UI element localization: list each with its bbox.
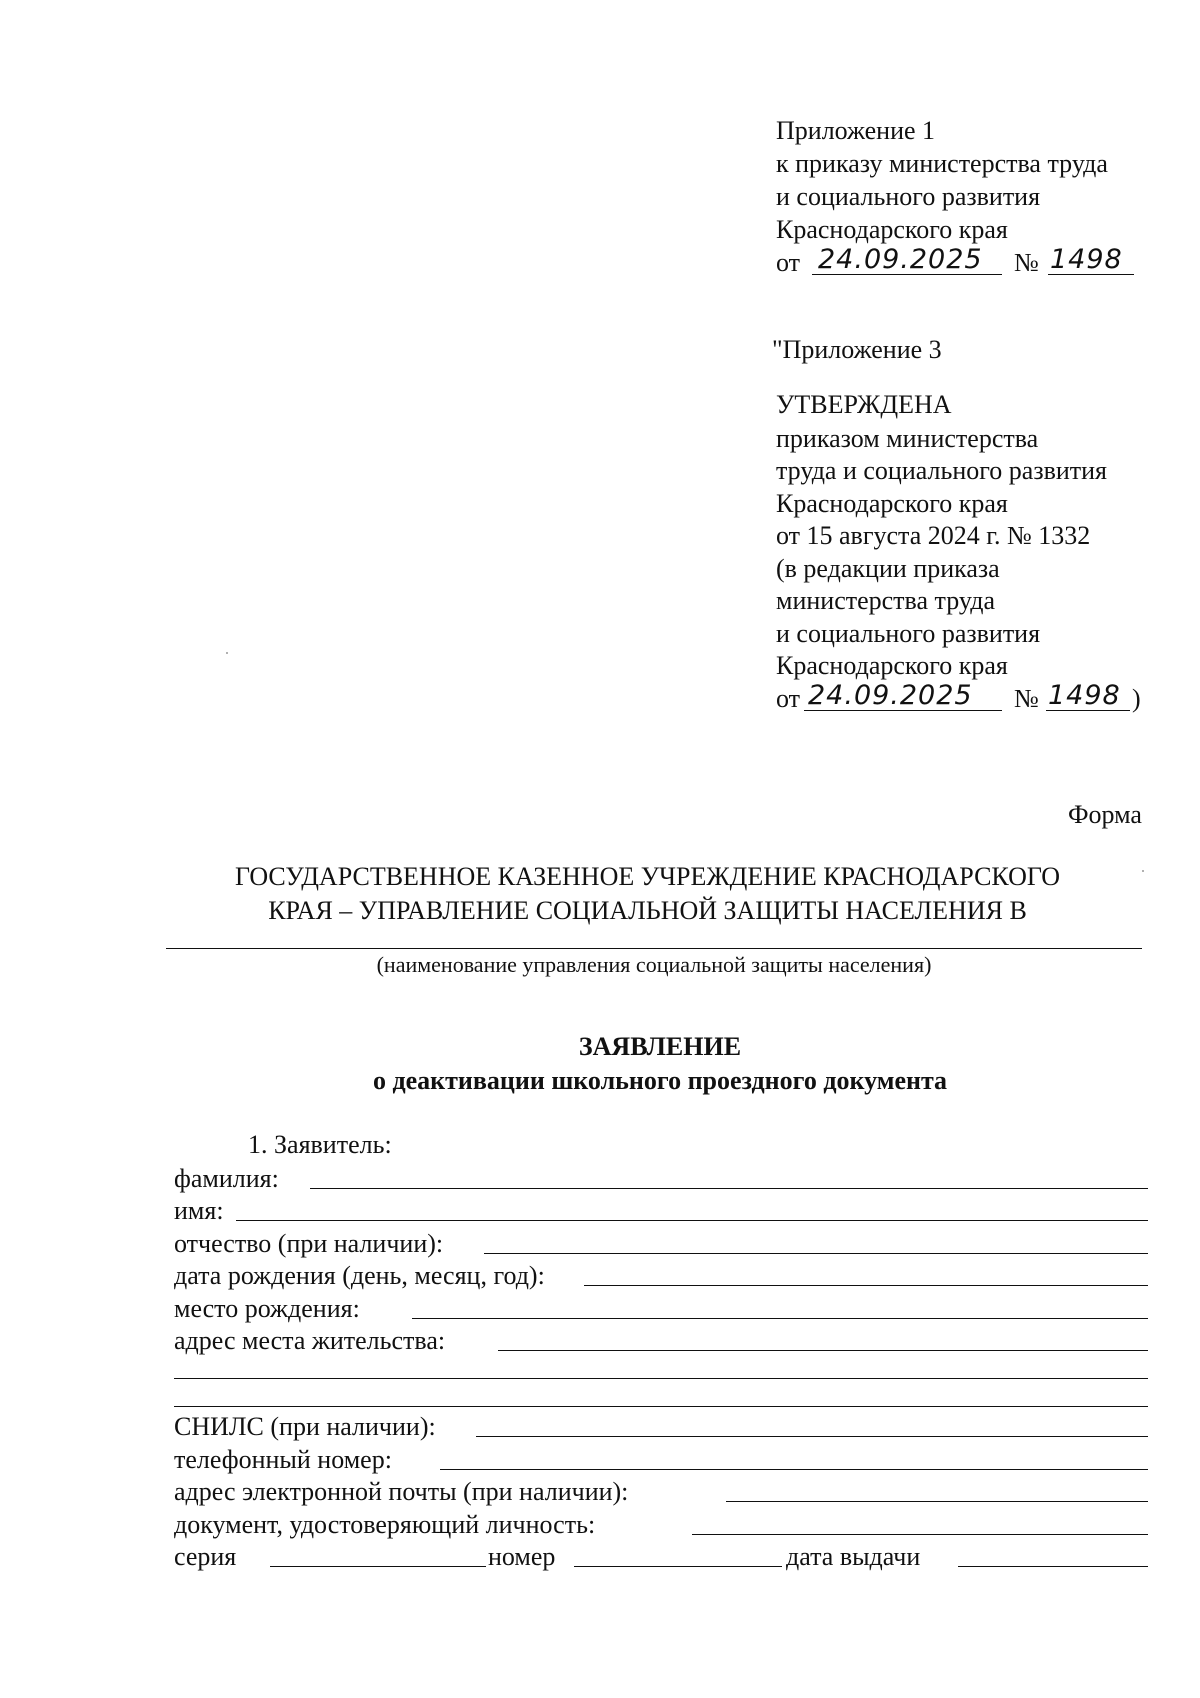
appendix-1-no-label: №: [1014, 248, 1039, 277]
birth-place-label: место рождения:: [174, 1294, 360, 1323]
snils-field-line[interactable]: [476, 1436, 1148, 1437]
appendix-3-line: министерства труда: [776, 586, 995, 615]
name-label: имя:: [174, 1196, 224, 1225]
surname-field-line[interactable]: [310, 1188, 1148, 1189]
appendix-1-date-field: [812, 244, 1002, 275]
appendix-3-close-paren: ): [1132, 684, 1141, 713]
name-field-line[interactable]: [236, 1220, 1148, 1221]
appendix-3-line: приказом министерства: [776, 424, 1039, 453]
series-field-line[interactable]: [270, 1566, 486, 1567]
birth-place-field-line[interactable]: [412, 1318, 1148, 1319]
birth-date-field-line[interactable]: [584, 1285, 1148, 1286]
statement-subtitle: о деактивации школьного проездного документа: [372, 1066, 948, 1095]
approved-label: УТВЕРЖДЕНА: [776, 390, 952, 419]
appendix-3-date-field: [804, 680, 1002, 711]
email-field-line[interactable]: [726, 1501, 1148, 1502]
birth-date-label: дата рождения (день, месяц, год):: [174, 1261, 545, 1290]
institution-line-2: КРАЯ – УПРАВЛЕНИЕ СОЦИАЛЬНОЙ ЗАЩИТЫ НАСЕЛЕНИЯ В: [268, 896, 1027, 925]
appendix-3-line: (в редакции приказа: [776, 554, 1000, 583]
statement-title: ЗАЯВЛЕНИЕ: [578, 1032, 742, 1061]
applicant-section-title: 1. Заявитель:: [248, 1130, 392, 1159]
appendix-3-line: от 15 августа 2024 г. № 1332: [776, 521, 1091, 550]
address-field-line[interactable]: [174, 1406, 1148, 1407]
institution-underline: [166, 948, 1142, 949]
issue-date-label: дата выдачи: [786, 1542, 921, 1571]
series-label: серия: [174, 1542, 237, 1571]
number-label: номер: [488, 1542, 556, 1571]
snils-label: СНИЛС (при наличии):: [174, 1412, 436, 1441]
appendix-3-line: и социального развития: [776, 619, 1041, 648]
appendix-1-from-label: от: [776, 248, 801, 277]
appendix-3-number: 1498: [1048, 680, 1121, 711]
appendix-3-line: Краснодарского края: [776, 651, 1008, 680]
appendix-3-no-label: №: [1014, 684, 1039, 713]
appendix-3-line: труда и социального развития: [776, 456, 1108, 485]
form-label: Форма: [1068, 800, 1142, 829]
address-label: адрес места жительства:: [174, 1326, 446, 1355]
address-field-line[interactable]: [174, 1378, 1148, 1379]
appendix-1-line: к приказу министерства труда: [776, 149, 1108, 178]
institution-caption: (наименование управления социальной защиты населения): [376, 952, 932, 977]
institution-line-1: ГОСУДАРСТВЕННОЕ КАЗЕННОЕ УЧРЕЖДЕНИЕ КРАСНОДАРСКОГО: [234, 862, 1061, 891]
email-label: адрес электронной почты (при наличии):: [174, 1477, 629, 1506]
patronymic-label: отчество (при наличии):: [174, 1229, 444, 1258]
surname-label: фамилия:: [174, 1164, 279, 1193]
phone-label: телефонный номер:: [174, 1445, 392, 1474]
appendix-3-title: "Приложение 3: [772, 335, 942, 364]
appendix-1-number: 1498: [1050, 244, 1123, 275]
issue-date-field-line[interactable]: [958, 1566, 1148, 1567]
appendix-3-from-label: от: [776, 684, 801, 713]
patronymic-field-line[interactable]: [484, 1253, 1148, 1254]
appendix-1-date: 24.09.2025: [818, 244, 983, 275]
scan-speck: [1142, 870, 1144, 872]
appendix-1-line: и социального развития: [776, 182, 1041, 211]
phone-field-line[interactable]: [440, 1469, 1148, 1470]
appendix-1-line: Краснодарского края: [776, 215, 1008, 244]
appendix-3-line: Краснодарского края: [776, 489, 1008, 518]
appendix-1-number-field: [1048, 244, 1134, 275]
appendix-3-date: 24.09.2025: [808, 680, 973, 711]
number-field-line[interactable]: [574, 1566, 782, 1567]
id-document-label: документ, удостоверяющий личность:: [174, 1510, 596, 1539]
appendix-3-number-field: [1046, 680, 1130, 711]
address-field-line[interactable]: [498, 1350, 1148, 1351]
scan-speck: [226, 652, 228, 654]
appendix-1-title: Приложение 1: [776, 116, 936, 145]
id-document-field-line[interactable]: [692, 1534, 1148, 1535]
